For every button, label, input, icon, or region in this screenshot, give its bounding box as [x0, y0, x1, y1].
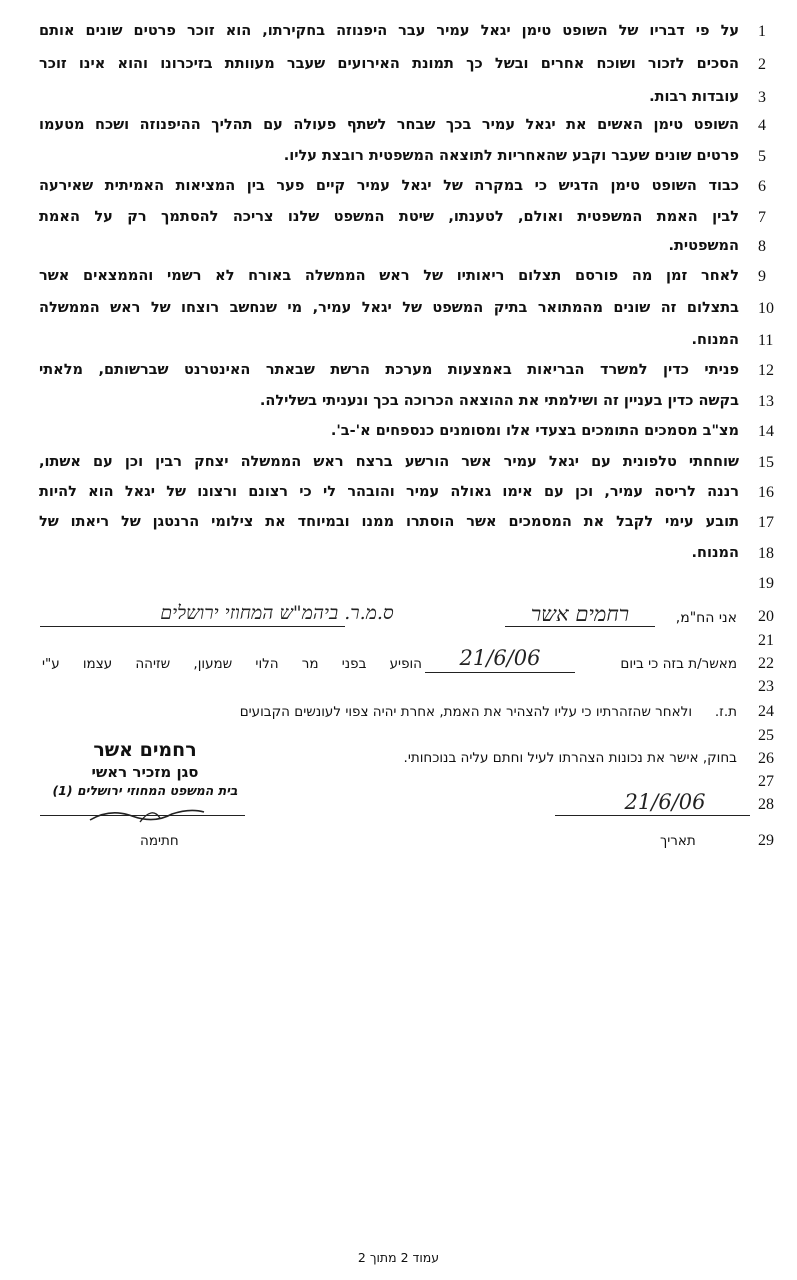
- name-underline: [505, 626, 655, 627]
- page-footer: עמוד 2 מתוך 2: [357, 1250, 440, 1265]
- line-number: 26: [758, 750, 774, 767]
- text-line: שוחחתי טלפונית עם יגאל עמיר אשר הורשע ברצח ראש הממשלה יצחק רבין וכן עם אשתו,: [39, 454, 739, 470]
- signature-label: חתימה: [140, 833, 179, 849]
- line-number: 23: [758, 678, 774, 695]
- text-line: כבוד השופט טימן הדגיש כי במקרה של יגאל עמיר קיים פער בין המציאות האמיתית שאירעה: [39, 178, 739, 194]
- text-line: המנוח.: [691, 332, 739, 348]
- line-number: 18: [758, 545, 774, 562]
- date-underline-1: [425, 672, 575, 673]
- text-line: בקשה כדין בעניין זה ושילמתי את ההוצאה הכרוכה בכך ונעניתי בשלילה.: [259, 393, 739, 409]
- line-number: 10: [758, 300, 774, 317]
- text-line: בתצלום זה שונים מהמתואר בתיק המשפט של יגאל עמיר, מי שנחשב רוצחו של ראש הממשלה: [39, 300, 739, 316]
- text-line: המנוח.: [691, 545, 739, 561]
- line-number: 29: [758, 832, 774, 849]
- line-number: 20: [758, 608, 774, 625]
- text-line: לאחר זמן מה פורסם תצלום ריאותיו של ראש הממשלה באורח לא רשמי והממצאים אשר: [39, 268, 739, 284]
- line-number: 4: [758, 117, 766, 134]
- line-number: 19: [758, 575, 774, 592]
- text-line: המשפטית.: [668, 238, 739, 254]
- line-number: 11: [758, 332, 774, 349]
- line-number: 14: [758, 423, 774, 440]
- declarant-label: אני הח"מ,: [675, 610, 737, 626]
- line-number: 15: [758, 454, 774, 471]
- text-line: על פי דבריו של השופט טימן יגאל עמיר עבר היפנוזה בחקירתו, הוא זוכר פרטים שונים אותם: [39, 23, 739, 39]
- handwritten-title: ס.מ.ר. ביהמ"ש המחוזי ירושלים: [160, 602, 394, 624]
- line-number: 8: [758, 238, 766, 255]
- confirmation-suffix: הופיע בפני מר הלוי שמעון, שזיהה עצמו ע"י: [42, 656, 422, 672]
- law-text: בחוק, אישר את נכונות הצהרתו לעיל וחתם עליה בנוכחותי.: [403, 750, 737, 766]
- handwritten-name: רחמים אשר: [530, 602, 630, 626]
- warning-text: ולאחר שהזהרתיו כי עליו להצהיר את האמת, אחרת יהיה צפוי לעונשים הקבועים: [239, 704, 692, 720]
- stamp-title: סגן מזכיר ראשי: [91, 763, 199, 781]
- line-number: 21: [758, 632, 774, 649]
- line-number: 12: [758, 362, 774, 379]
- stamp-court: בית המשפט המחוזי ירושלים (1): [52, 783, 238, 798]
- line-number: 13: [758, 393, 774, 410]
- line-number: 2: [758, 56, 766, 73]
- text-line: מצ"ב מסמכים התומכים בצעדי אלו ומסומנים כנספחים א'-ב'.: [330, 423, 739, 439]
- text-line: תובע עימי לקבל את המסמכים אשר הוסתרו ממנו ובמיוחד את צילומי הרנטגן של ריאתו של: [39, 514, 739, 530]
- official-stamp: [40, 738, 250, 800]
- text-line: לבין האמת המשפטית ואולם, לטענתו, שיטת המשפט שלנו צריכה להסתמך רק על האמת: [39, 209, 739, 225]
- handwritten-date-2: 21/6/06: [624, 790, 706, 814]
- line-number: 27: [758, 773, 774, 790]
- line-number: 1: [758, 23, 766, 40]
- date-underline-2: [555, 815, 750, 816]
- line-number: 16: [758, 484, 774, 501]
- title-underline: [40, 626, 345, 627]
- text-line: פרטים שונים שעבר וקבע שהאחריות לתוצאה המשפטית רובצת עליו.: [283, 148, 739, 164]
- line-number: 17: [758, 514, 774, 531]
- handwritten-date-1: 21/6/06: [459, 646, 541, 670]
- line-number: 22: [758, 655, 774, 672]
- id-label: ת.ז.: [714, 704, 737, 720]
- line-number: 9: [758, 268, 766, 285]
- line-number: 7: [758, 209, 766, 226]
- confirmation-prefix: מאשר/ת בזה כי ביום: [620, 656, 737, 672]
- line-number: 5: [758, 148, 766, 165]
- text-line: פניתי כדין למשרד הבריאות באמצעות מערכת הרשת שבאתר האינטרנט שברשותם, מלאתי: [39, 362, 739, 378]
- line-number: 3: [758, 89, 766, 106]
- text-line: עובדות רבות.: [649, 89, 739, 105]
- signature-underline: [40, 815, 245, 816]
- line-number: 28: [758, 796, 774, 813]
- text-line: השופט טימן האשים את יגאל עמיר בכך שבחר לשתף פעולה עם תהליך ההיפנוזה ושכח מטעמו: [39, 117, 739, 133]
- line-number: 24: [758, 703, 774, 720]
- line-number: 6: [758, 178, 766, 195]
- text-line: רננה לריסה עמיר, וכן עם אימו גאולה עמיר והובהר לי כי רצונם ורצונו של יגאל הוא להיות: [39, 484, 739, 500]
- text-line: הסכים לזכור ושוכח אחרים ובשל כך תמונת האירועים שעבר מעוותת בזיכרונו והוא אינו זוכר: [39, 56, 739, 72]
- date-label: תאריך: [660, 833, 696, 849]
- stamp-name: רחמים אשר: [93, 739, 197, 761]
- line-number: 25: [758, 727, 774, 744]
